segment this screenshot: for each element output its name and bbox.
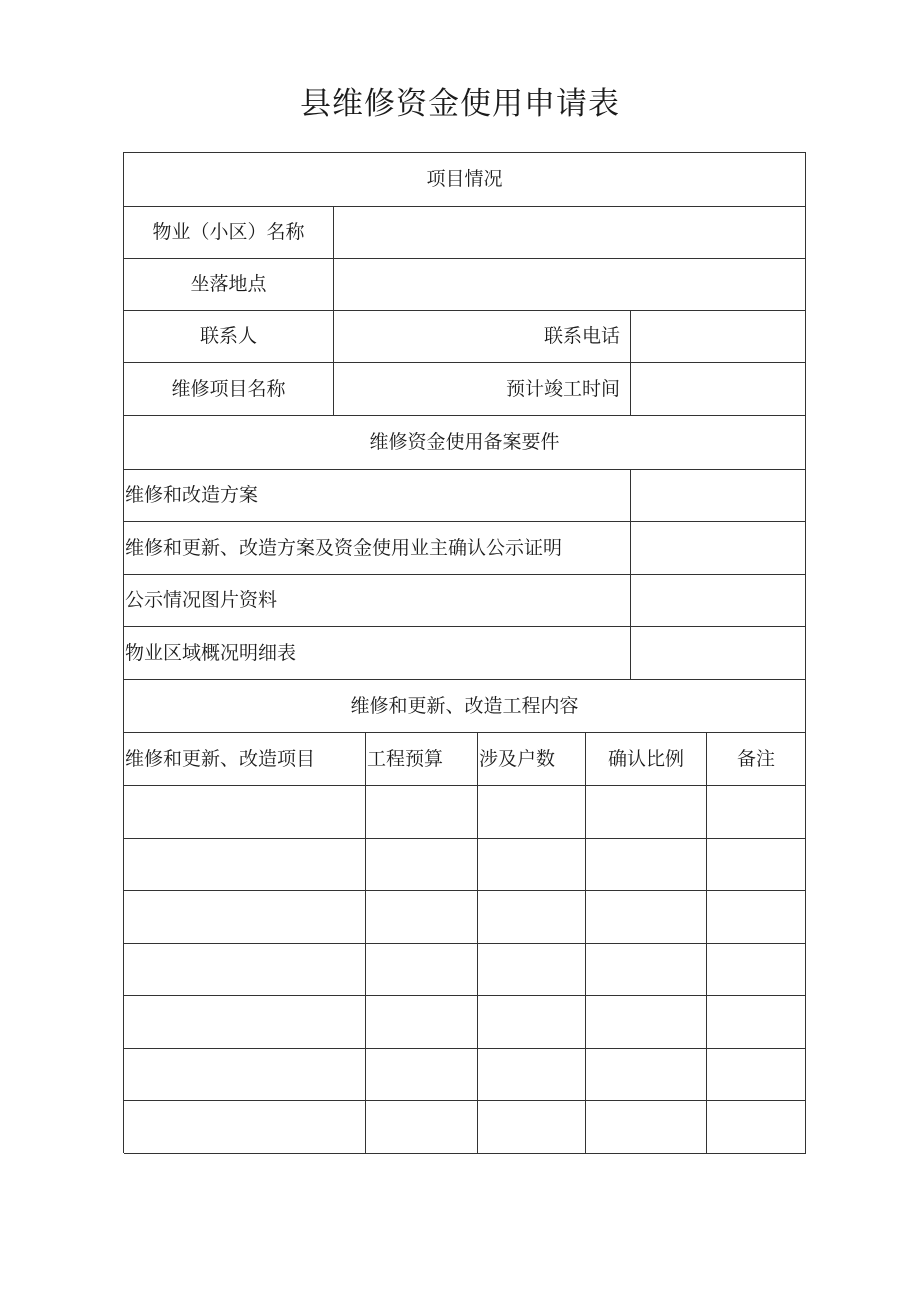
contact-phone-field[interactable] <box>631 311 806 363</box>
application-form-table <box>123 152 806 1153</box>
docs-section-heading: 维修资金使用备案要件 <box>124 416 806 470</box>
works-column-header: 确认比例 <box>586 733 707 786</box>
works-table-cell[interactable] <box>124 1049 366 1101</box>
works-table-cell[interactable] <box>366 786 478 839</box>
doc-item-field[interactable] <box>631 470 806 522</box>
contact-phone-label: 联系电话 <box>489 311 631 363</box>
property-name-label: 物业（小区）名称 <box>124 207 334 259</box>
works-table-cell[interactable] <box>124 996 366 1049</box>
works-table-cell[interactable] <box>124 944 366 996</box>
works-table-cell[interactable] <box>478 786 586 839</box>
works-table-cell[interactable] <box>478 944 586 996</box>
works-table-cell[interactable] <box>586 996 707 1049</box>
works-table-cell[interactable] <box>478 891 586 944</box>
works-table-cell[interactable] <box>366 996 478 1049</box>
works-table-cell[interactable] <box>707 839 806 891</box>
works-table-cell[interactable] <box>586 944 707 996</box>
doc-item-field[interactable] <box>631 575 806 627</box>
contact-person-label: 联系人 <box>124 311 334 363</box>
works-table-cell[interactable] <box>707 1049 806 1101</box>
works-table-cell[interactable] <box>586 1049 707 1101</box>
works-section-heading: 维修和更新、改造工程内容 <box>124 680 806 733</box>
works-table-cell[interactable] <box>707 996 806 1049</box>
works-table-cell[interactable] <box>586 1101 707 1154</box>
works-table-cell[interactable] <box>586 786 707 839</box>
completion-time-field[interactable] <box>631 363 806 416</box>
project-section-heading: 项目情况 <box>124 153 806 207</box>
works-table-cell[interactable] <box>478 996 586 1049</box>
doc-item-label: 公示情况图片资料 <box>124 575 631 627</box>
page-title: 县维修资金使用申请表 <box>300 86 620 122</box>
works-table-cell[interactable] <box>124 839 366 891</box>
works-table-cell[interactable] <box>478 1101 586 1154</box>
project-name-label: 维修项目名称 <box>124 363 334 416</box>
works-table-cell[interactable] <box>478 839 586 891</box>
works-table-cell[interactable] <box>124 891 366 944</box>
doc-item-field[interactable] <box>631 627 806 680</box>
works-table-cell[interactable] <box>124 786 366 839</box>
works-column-header: 备注 <box>707 733 806 786</box>
completion-time-label: 预计竣工时间 <box>489 363 631 416</box>
works-table-cell[interactable] <box>124 1101 366 1154</box>
doc-item-label: 维修和更新、改造方案及资金使用业主确认公示证明 <box>124 522 631 575</box>
works-column-header: 工程预算 <box>366 733 478 786</box>
location-label: 坐落地点 <box>124 259 334 311</box>
doc-item-field[interactable] <box>631 522 806 575</box>
works-column-header: 涉及户数 <box>478 733 586 786</box>
works-table-cell[interactable] <box>707 944 806 996</box>
project-name-field[interactable] <box>334 363 489 416</box>
works-column-header: 维修和更新、改造项目 <box>124 733 366 786</box>
works-table-cell[interactable] <box>707 1101 806 1154</box>
works-table-cell[interactable] <box>366 1101 478 1154</box>
works-table-cell[interactable] <box>707 786 806 839</box>
doc-item-label: 维修和改造方案 <box>124 470 631 522</box>
works-table-cell[interactable] <box>366 1049 478 1101</box>
works-table-cell[interactable] <box>707 891 806 944</box>
works-table-cell[interactable] <box>586 891 707 944</box>
works-table-cell[interactable] <box>586 839 707 891</box>
property-name-field[interactable] <box>334 207 806 259</box>
works-table-cell[interactable] <box>366 839 478 891</box>
works-table-cell[interactable] <box>478 1049 586 1101</box>
location-field[interactable] <box>334 259 806 311</box>
doc-item-label: 物业区域概况明细表 <box>124 627 631 680</box>
works-table-cell[interactable] <box>366 891 478 944</box>
works-table-cell[interactable] <box>366 944 478 996</box>
contact-person-field[interactable] <box>334 311 489 363</box>
